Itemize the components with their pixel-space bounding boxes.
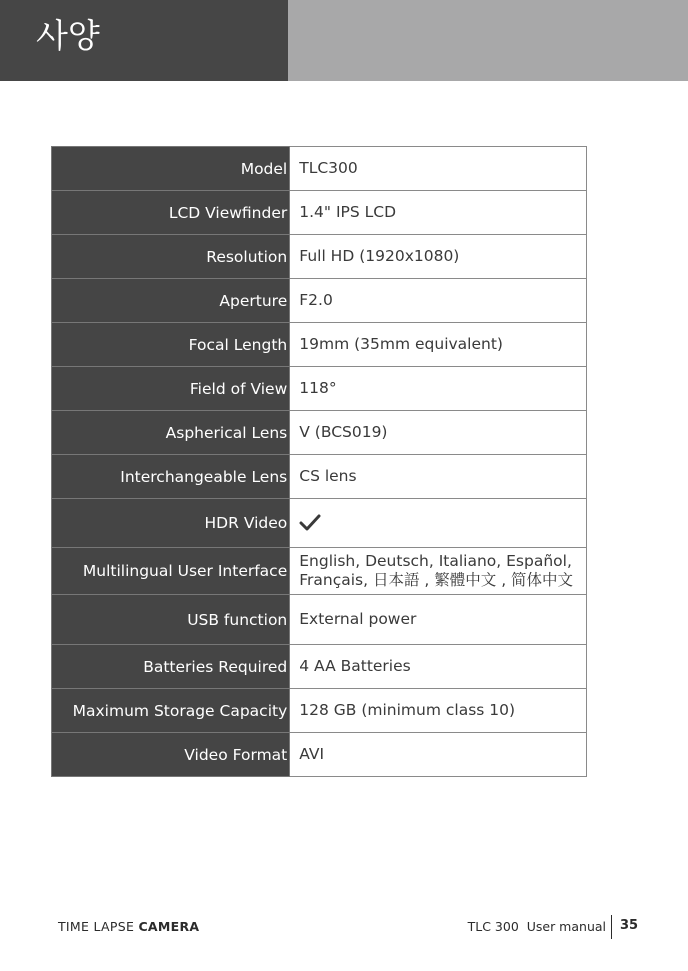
spec-value: 128 GB (minimum class 10): [290, 689, 587, 733]
spec-label: Aperture: [52, 279, 290, 323]
footer-brand: [58, 919, 199, 934]
table-row: [52, 455, 587, 499]
spec-label: Batteries Required: [52, 645, 290, 689]
table-row: [52, 191, 587, 235]
footer-divider: [611, 915, 612, 939]
spec-value: 19mm (35mm equivalent): [290, 323, 587, 367]
spec-value: [290, 499, 587, 548]
spec-value: AVI: [290, 733, 587, 777]
spec-value: 118°: [290, 367, 587, 411]
table-row: [52, 733, 587, 777]
spec-value: 1.4" IPS LCD: [290, 191, 587, 235]
spec-label: Maximum Storage Capacity: [52, 689, 290, 733]
table-row: [52, 323, 587, 367]
table-row: [52, 595, 587, 645]
spec-label: Focal Length: [52, 323, 290, 367]
footer-brand-bold: CAMERA: [138, 919, 200, 934]
spec-value: V (BCS019): [290, 411, 587, 455]
spec-value: Full HD (1920x1080): [290, 235, 587, 279]
spec-value: 4 AA Batteries: [290, 645, 587, 689]
table-row: [52, 689, 587, 733]
table-row: [52, 499, 587, 548]
table-row: [52, 279, 587, 323]
spec-value: [290, 548, 587, 595]
table-row: [52, 235, 587, 279]
header-light-band: [288, 0, 688, 81]
spec-label: Resolution: [52, 235, 290, 279]
table-row: [52, 367, 587, 411]
footer-brand-prefix: TIME LAPSE: [58, 919, 139, 934]
spec-value: External power: [290, 595, 587, 645]
checkmark-icon: [299, 514, 321, 532]
spec-value-line: English, Deutsch, Italiano, Español,: [299, 552, 572, 570]
page-number: 35: [620, 918, 639, 933]
spec-value-line: Français, 日本語 , 繁體中文 , 简体中文: [299, 571, 574, 589]
spec-label: LCD Viewfinder: [52, 191, 290, 235]
spec-label: Multilingual User Interface: [52, 548, 290, 595]
spec-label: HDR Video: [52, 499, 290, 548]
page-title: 사양: [36, 16, 100, 55]
spec-value: TLC300: [290, 147, 587, 191]
spec-value: F2.0: [290, 279, 587, 323]
spec-label: Video Format: [52, 733, 290, 777]
table-row: [52, 645, 587, 689]
spec-label: Interchangeable Lens: [52, 455, 290, 499]
spec-label: Aspherical Lens: [52, 411, 290, 455]
spec-table: [51, 146, 587, 777]
footer-manual-title: TLC 300 User manual: [467, 919, 606, 934]
spec-value: CS lens: [290, 455, 587, 499]
spec-label: USB function: [52, 595, 290, 645]
spec-label: Field of View: [52, 367, 290, 411]
table-row: [52, 147, 587, 191]
table-row: [52, 411, 587, 455]
spec-label: Model: [52, 147, 290, 191]
table-row: [52, 548, 587, 595]
